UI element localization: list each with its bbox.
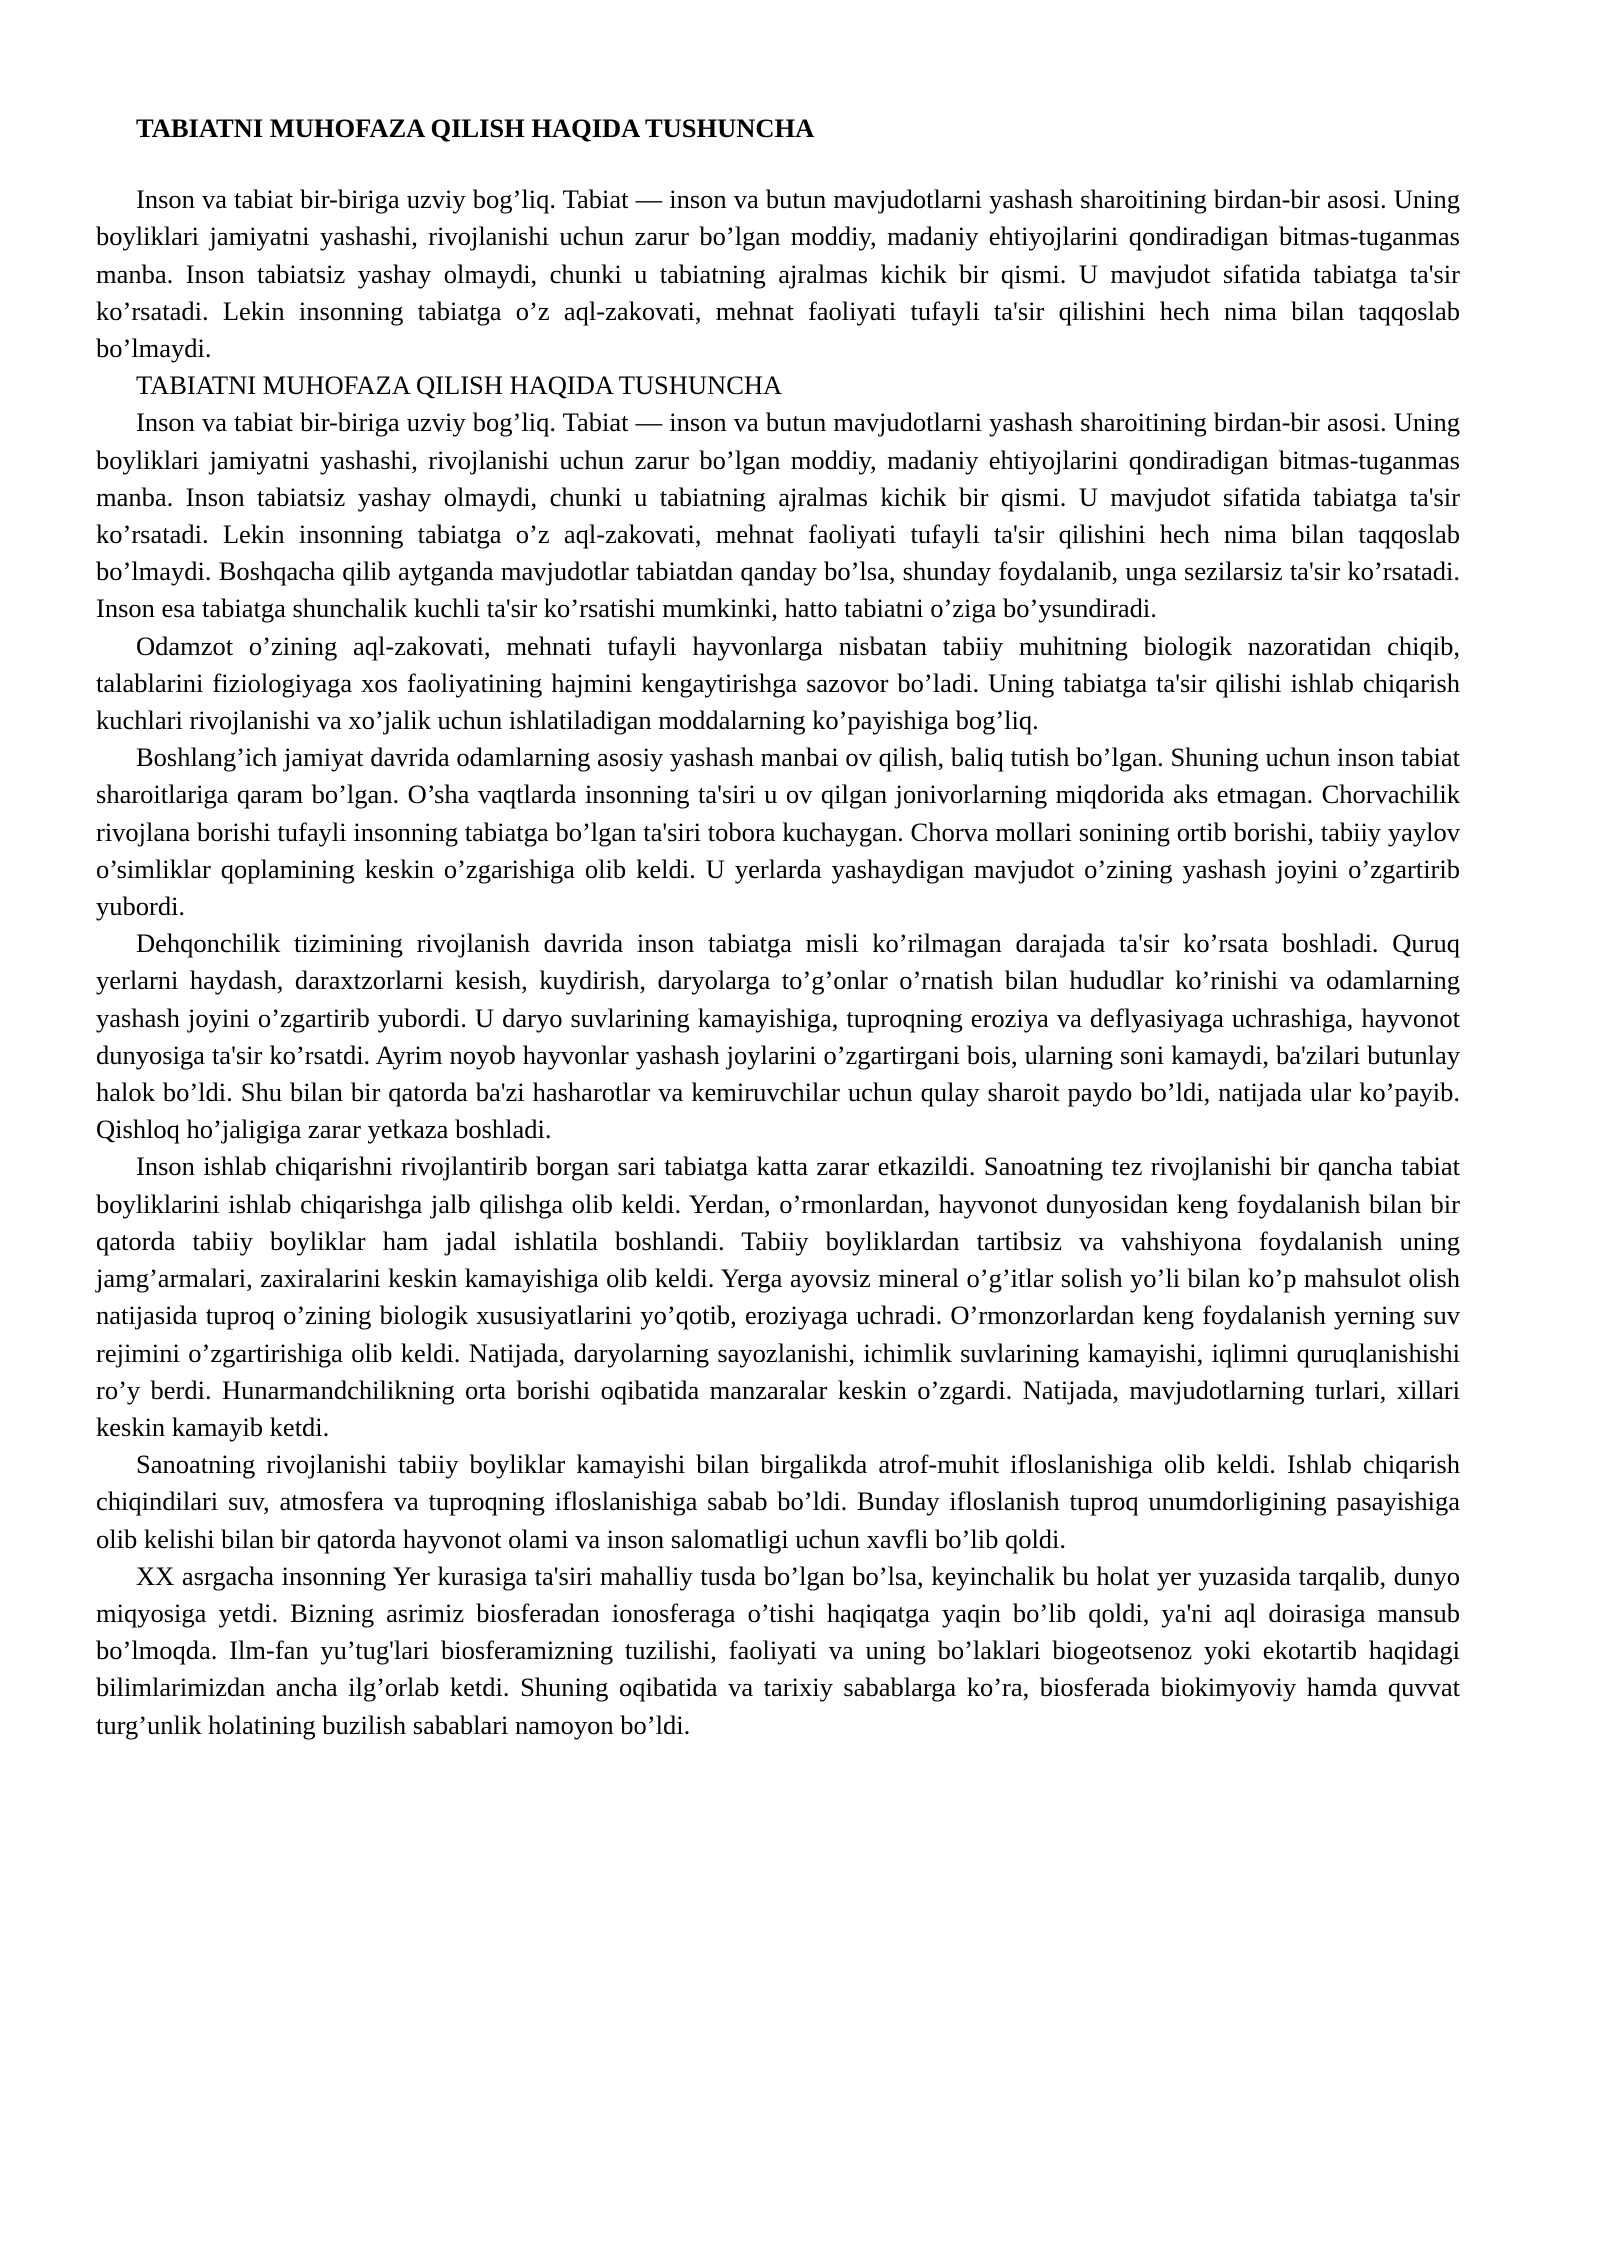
body-paragraph: Dehqonchilik tizimining rivojlanish davrida inson tabiatga misli ko’rilmagan darajada ta'sir ko’rsata boshladi. Quruq yerlarni haydash, daraxtzorlarni kesish, kuydirish, daryolarga to’g’onlar o’rnatish bilan hududlar ko’rinishi va odamlarning yashash joyini o’zgartirib yubordi. U daryo suvlarining kamayishiga, tuproqning eroziya va deflyasiyaga uchrashiga, hayvonot dunyosiga ta'sir ko’rsatdi. Ayrim noyob hayvonlar yashash joylarini o’zgartirgani bois, ularning soni kamaydi, ba'zilari butunlay halok bo’ldi. Shu bilan bir qatorda ba'zi hasharotlar va kemiruvchilar uchun qulay sharoit paydo bo’ldi, natijada ular ko’payib. Qishloq ho’jaligiga zarar yetkaza boshladi. <box>96 928 1460 1145</box>
document-title: TABIATNI MUHOFAZA QILISH HAQIDA TUSHUNCHA <box>136 113 815 143</box>
body-paragraph: Inson ishlab chiqarishni rivojlantirib borgan sari tabiatga katta zarar etkazildi. Sanoatning tez rivojlanishi bir qancha tabiat boyliklarini ishlab chiqarishga jalb qilishga olib keldi. Yerdan, o’rmonlardan, hayvonot dunyosidan keng foydalanish bilan bir qatorda tabiiy boyliklar ham jadal ishlatila boshlandi. Tabiiy boyliklardan tartibsiz va vahshiyona foydalanish uning jamg’armalari, zaxiralarini keskin kamayishiga olib keldi. Yerga ayovsiz mineral o’g’itlar solish yo’li bilan ko’p mahsulot olish natijasida tuproq o’zining biologik xususiyatlarini yo’qotib, eroziyaga uchradi. O’rmonzorlardan keng foydalanish yerning suv rejimini o’zgartirishiga olib keldi. Natijada, daryolarning sayozlanishi, ichimlik suvlarining kamayishi, iqlimni quruqlanishishi ro’y berdi. Hunarmandchilikning orta borishi oqibatida manzaralar keskin o’zgardi. Natijada, mavjudotlarning turlari, xillari keskin kamayib ketdi. <box>96 1151 1460 1442</box>
body-paragraph: XX asrgacha insonning Yer kurasiga ta'siri mahalliy tusda bo’lgan bo’lsa, keyinchalik bu holat yer yuzasida tarqalib, dunyo miqyosiga yetdi. Bizning asrimiz biosferadan ionosferaga o’tishi haqiqatga yaqin bo’lib qoldi, ya'ni aql doirasiga mansub bo’lmoqda. Ilm-fan yu’tug'lari biosferamizning tuzilishi, faoliyati va uning bo’laklari biogeotsenoz yoki ekotartib haqidagi bilimlarimizdan ancha ilg’orlab ketdi. Shuning oqibatida va tarixiy sabablarga ko’ra, biosferada biokimyoviy hamda quvvat turg’unlik holatining buzilish sabablari namoyon bo’ldi. <box>96 1560 1460 1740</box>
body-paragraph: Odamzot o’zining aql-zakovati, mehnati tufayli hayvonlarga nisbatan tabiiy muhitning biologik nazoratidan chiqib, talablarini fiziologiyaga xos faoliyatining hajmini kengaytirishga sazovor bo’ladi. Uning tabiatga ta'sir qilishi ishlab chiqarish kuchlari rivojlanishi va xo’jalik uchun ishlatiladigan moddalarning ko’payishiga bog’liq. <box>96 630 1460 736</box>
document-subtitle: TABIATNI MUHOFAZA QILISH HAQIDA TUSHUNCHA <box>136 370 783 401</box>
body-paragraph: Inson va tabiat bir-biriga uzviy bog’liq. Tabiat — inson va butun mavjudotlarni yashash sharoitining birdan-bir asosi. Uning boyliklari jamiyatni yashashi, rivojlanishi uchun zarur bo’lgan moddiy, madaniy ehtiyojlarini qondiradigan bitmas-tuganmas manba. Inson tabiatsiz yashay olmaydi, chunki u tabiatning ajralmas kichik bir qismi. U mavjudot sifatida tabiatga ta'sir ko’rsatadi. Lekin insonning tabiatga o’z aql-zakovati, mehnat faoliyati tufayli ta'sir qilishini hech nima bilan taqqoslab bo’lmaydi. Boshqacha qilib aytganda mavjudotlar tabiatdan qanday bo’lsa, shunday foydalanib, unga sezilarsiz ta'sir ko’rsatadi. Inson esa tabiatga shunchalik kuchli ta'sir ko’rsatishi mumkinki, hatto tabiatni o’ziga bo’ysundiradi. <box>96 407 1460 624</box>
document-page <box>96 110 1460 1744</box>
body-paragraph: Boshlang’ich jamiyat davrida odamlarning asosiy yashash manbai ov qilish, baliq tutish bo’lgan. Shuning uchun inson tabiat sharoitlariga qaram bo’lgan. O’sha vaqtlarda insonning ta'siri u ov qilgan jonivorlarning miqdorida aks etmagan. Chorvachilik rivojlana borishi tufayli insonning tabiatga bo’lgan ta'siri tobora kuchaygan. Chorva mollari sonining ortib borishi, tabiiy yaylov o’simliklar qoplamining keskin o’zgarishiga olib keldi. U yerlarda yashaydigan mavjudot o’zining yashash joyini o’zgartirib yubordi. <box>96 742 1460 922</box>
body-paragraph: Sanoatning rivojlanishi tabiiy boyliklar kamayishi bilan birgalikda atrof-muhit ifloslanishiga olib keldi. Ishlab chiqarish chiqindilari suv, atmosfera va tuproqning ifloslanishiga sabab bo’ldi. Bunday ifloslanish tuproq unumdorligining pasayishiga olib kelishi bilan bir qatorda hayvonot olami va inson salomatligi uchun xavfli bo’lib qoldi. <box>96 1449 1460 1554</box>
intro-paragraph: Inson va tabiat bir-biriga uzviy bog’liq. Tabiat — inson va butun mavjudotlarni yashash sharoitining birdan-bir asosi. Uning boyliklari jamiyatni yashashi, rivojlanishi uchun zarur bo’lgan moddiy, madaniy ehtiyojlarini qondiradigan bitmas-tuganmas manba. Inson tabiatsiz yashay olmaydi, chunki u tabiatning ajralmas kichik bir qismi. U mavjudot sifatida tabiatga ta'sir ko’rsatadi. Lekin insonning tabiatga o’z aql-zakovati, mehnat faoliyati tufayli ta'sir qilishini hech nima bilan taqqoslab bo’lmaydi. <box>96 184 1460 364</box>
